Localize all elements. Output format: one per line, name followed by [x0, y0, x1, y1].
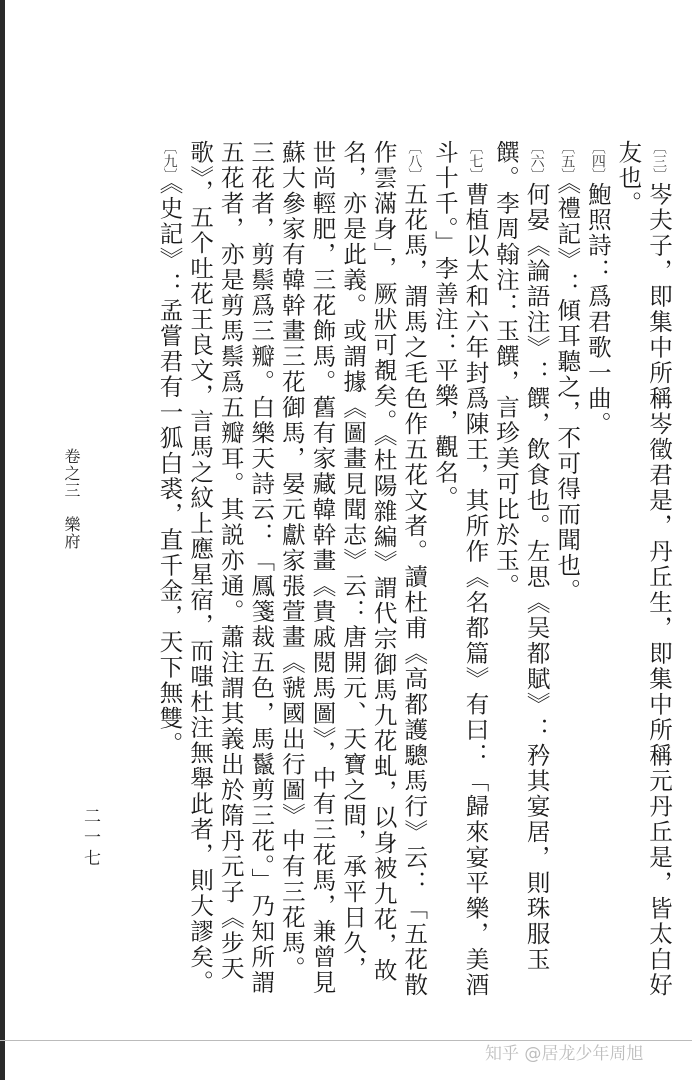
note-tag: 〔五〕 — [559, 140, 576, 182]
note-tag: 〔九〕 — [161, 140, 178, 182]
note-text: 鮑照詩：爲君歌一曲。 — [583, 182, 612, 437]
running-head: 卷之三 樂府 — [62, 448, 81, 550]
note-9 — [154, 140, 185, 1000]
page-number: 二一七 — [80, 807, 100, 870]
note-tag: 〔六〕 — [528, 140, 545, 182]
note-tag: 〔八〕 — [406, 140, 423, 182]
note-8 — [185, 140, 430, 1000]
note-6 — [490, 140, 551, 1000]
note-5 — [552, 140, 583, 1000]
scan-edge — [0, 0, 5, 1080]
note-tag: 〔四〕 — [589, 140, 606, 182]
note-text: 何晏《論語注》：饌，飲食也。左思《吴都賦》：矜其宴居，則珠服玉饌。李周翰注：玉饌，言珍美可比於玉。 — [492, 140, 551, 973]
note-text: 曹植以太和六年封爲陳王，其所作《名都篇》有曰：「歸來宴平樂，美酒斗十千。」李善注：平樂，觀名。 — [430, 140, 490, 998]
note-7 — [429, 140, 490, 1000]
note-tag: 〔三〕 — [651, 140, 667, 182]
watermark: 知乎 @居龙少年周旭 — [485, 1044, 644, 1064]
note-text: 《史記》：孟嘗君有一狐白裘，直千金，天下無雙。 — [155, 182, 184, 757]
note-tag: 〔七〕 — [467, 140, 484, 182]
note-text: 《禮記》：傾耳聽之，不可得而聞也。 — [553, 182, 582, 604]
note-4 — [582, 140, 613, 1000]
note-text: 五花馬，謂馬之毛色作五花文者。讀杜甫《高都護驄馬行》云：「五花散作雲滿身」，厥狀可覩矣。《杜陽雜編》謂代宗御馬九花虬，以身被九花，故名，亦是此義。或謂據《圖畫見聞志》云：唐開元、天寶之間，承平日久，世尚輕肥，三花飾馬。舊有家藏韓幹畫《貴戚閲馬圖》，中有三花馬，兼曾見蘇大參家有韓幹畫三花御馬，晏元獻家張萱畫《虢國出行圖》中有三花馬。三花者，剪鬃爲三瓣。白樂天詩云：「鳳箋裁五色，馬鬣剪三花。」乃知所謂五花者，亦是剪馬鬃爲五瓣耳。其説亦通。蕭注謂其義出於隋丹元子《步天歌》，五个吐花王良文，言馬之紋上應星宿，而嗤杜注無舉此者，則大謬矣。 — [186, 140, 429, 998]
note-3 — [613, 140, 674, 1000]
note-text: 岑夫子，即集中所稱岑徵君是，丹丘生，即集中所稱元丹丘是，皆太白好友也。 — [614, 140, 673, 998]
annotation-text-block — [154, 140, 674, 1000]
